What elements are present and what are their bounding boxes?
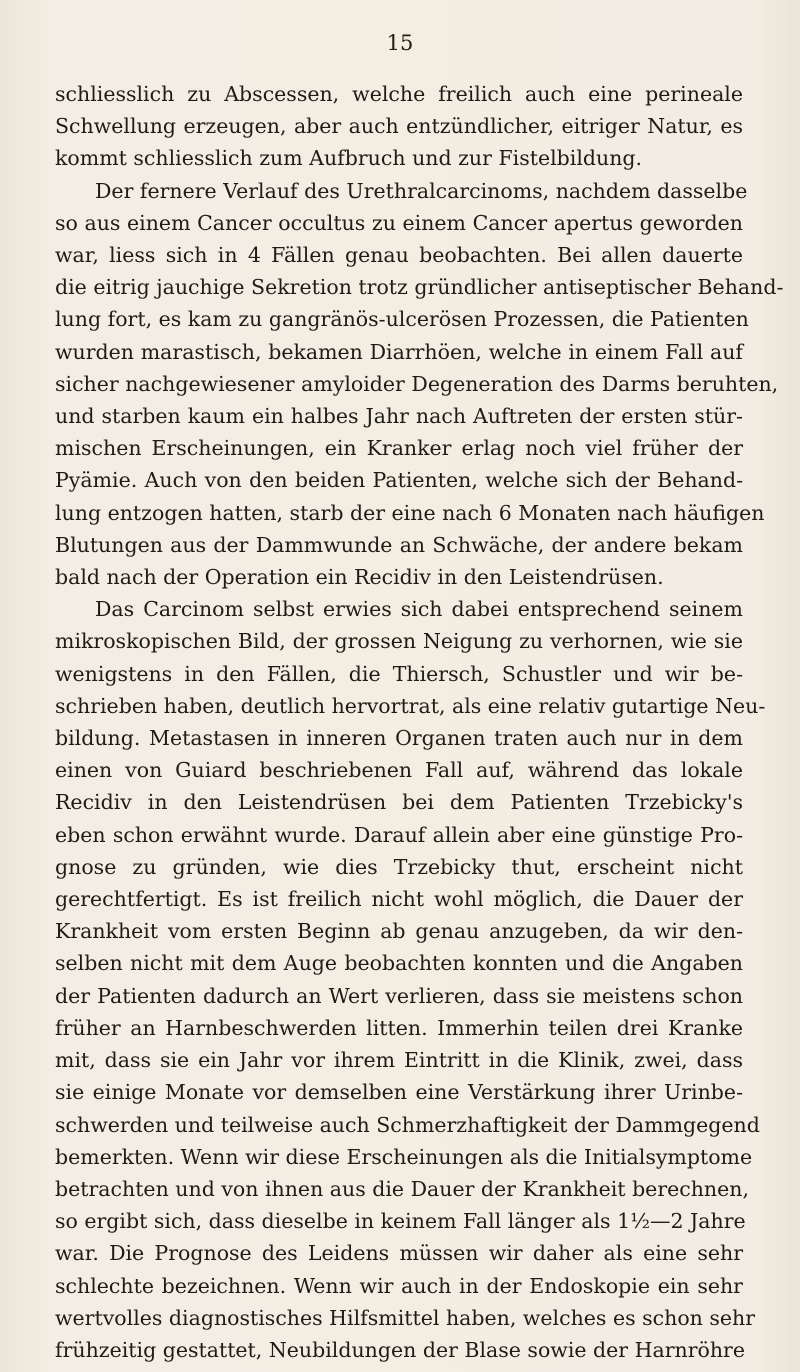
text-line: mit, dass sie ein Jahr vor ihrem Eintritt in die Klinik, zwei, dass (55, 1048, 743, 1073)
text-line: selben nicht mit dem Auge beobachten konnten und die Angaben (55, 951, 743, 976)
text-line: lung entzogen hatten, starb der eine nach 6 Monaten nach häufigen (55, 500, 765, 525)
text-line: Das Carcinom selbst erwies sich dabei entsprechend seinem (95, 597, 743, 622)
text-line: gerechtfertigt. Es ist freilich nicht wohl möglich, die Dauer der (55, 887, 743, 912)
text-line: einen von Guiard beschriebenen Fall auf, während das lokale (55, 758, 743, 783)
text-line: mischen Erscheinungen, ein Kranker erlag noch viel früher der (55, 436, 743, 461)
text-line: betrachten und von ihnen aus die Dauer der Krankheit berechnen, (55, 1176, 749, 1201)
text-line: wurden marastisch, bekamen Diarrhöen, welche in einem Fall auf (55, 339, 743, 364)
text-line: Recidiv in den Leistendrüsen bei dem Patienten Trzebicky's (55, 790, 743, 815)
text-line: bald nach der Operation ein Recidiv in den Leistendrüsen. (55, 565, 664, 590)
body-text (55, 78, 784, 1366)
text-line: war, liess sich in 4 Fällen genau beobachten. Bei allen dauerte (55, 243, 743, 268)
paragraph-3 (55, 593, 766, 1366)
text-line: Krankheit vom ersten Beginn ab genau anzugeben, da wir den- (55, 919, 743, 944)
page-number: 15 (386, 31, 414, 55)
text-line: und starben kaum ein halbes Jahr nach Auftreten der ersten stür- (55, 404, 743, 429)
paragraph-2 (55, 175, 784, 594)
text-line: früher an Harnbeschwerden litten. Immerhin teilen drei Kranke (55, 1015, 743, 1040)
text-line: so aus einem Cancer occultus zu einem Cancer apertus geworden (55, 210, 743, 235)
text-line: mikroskopischen Bild, der grossen Neigung zu verhornen, wie sie (55, 629, 743, 654)
text-line: Schwellung erzeugen, aber auch entzündlicher, eitriger Natur, es (55, 114, 743, 139)
text-line: Der fernere Verlauf des Urethralcarcinoms, nachdem dasselbe (95, 178, 748, 203)
text-line: war. Die Prognose des Leidens müssen wir daher als eine sehr (55, 1241, 743, 1266)
text-line: bemerkten. Wenn wir diese Erscheinungen als die Initialsymptome (55, 1144, 753, 1169)
text-line: schwerden und teilweise auch Schmerzhaftigkeit der Dammgegend (55, 1112, 760, 1137)
text-line: wenigstens in den Fällen, die Thiersch, Schustler und wir be- (55, 661, 743, 686)
text-line: gnose zu gründen, wie dies Trzebicky thut, erscheint nicht (55, 854, 743, 879)
paragraph-1 (55, 78, 743, 175)
text-line: frühzeitig gestattet, Neubildungen der Blase sowie der Harnröhre (55, 1337, 745, 1362)
text-line: eben schon erwähnt wurde. Darauf allein aber eine günstige Pro- (55, 822, 743, 847)
text-line: lung fort, es kam zu gangränös-ulcerösen Prozessen, die Patienten (55, 307, 749, 332)
text-line: der Patienten dadurch an Wert verlieren, dass sie meistens schon (55, 983, 743, 1008)
text-line: sie einige Monate vor demselben eine Verstärkung ihrer Urinbe- (55, 1080, 743, 1105)
text-line: wertvolles diagnostisches Hilfsmittel haben, welches es schon sehr (55, 1305, 756, 1330)
text-line: schliesslich zu Abscessen, welche freilich auch eine perineale (55, 82, 743, 106)
text-line: kommt schliesslich zum Aufbruch und zur Fistelbildung. (55, 146, 643, 171)
text-line: so ergibt sich, dass dieselbe in keinem Fall länger als 1½—2 Jahre (55, 1209, 746, 1234)
text-line: Pyämie. Auch von den beiden Patienten, welche sich der Behand- (55, 468, 743, 493)
text-line: bildung. Metastasen in inneren Organen traten auch nur in dem (55, 726, 743, 751)
text-line: schrieben haben, deutlich hervortrat, als eine relativ gutartige Neu- (55, 693, 766, 718)
text-line: sicher nachgewiesener amyloider Degeneration des Darms beruhten, (55, 371, 779, 396)
text-line: die eitrig jauchige Sekretion trotz gründlicher antiseptischer Behand- (55, 275, 784, 300)
text-line: Blutungen aus der Dammwunde an Schwäche, der andere bekam (55, 532, 743, 557)
text-line: schlechte bezeichnen. Wenn wir auch in der Endoskopie ein sehr (55, 1273, 743, 1298)
